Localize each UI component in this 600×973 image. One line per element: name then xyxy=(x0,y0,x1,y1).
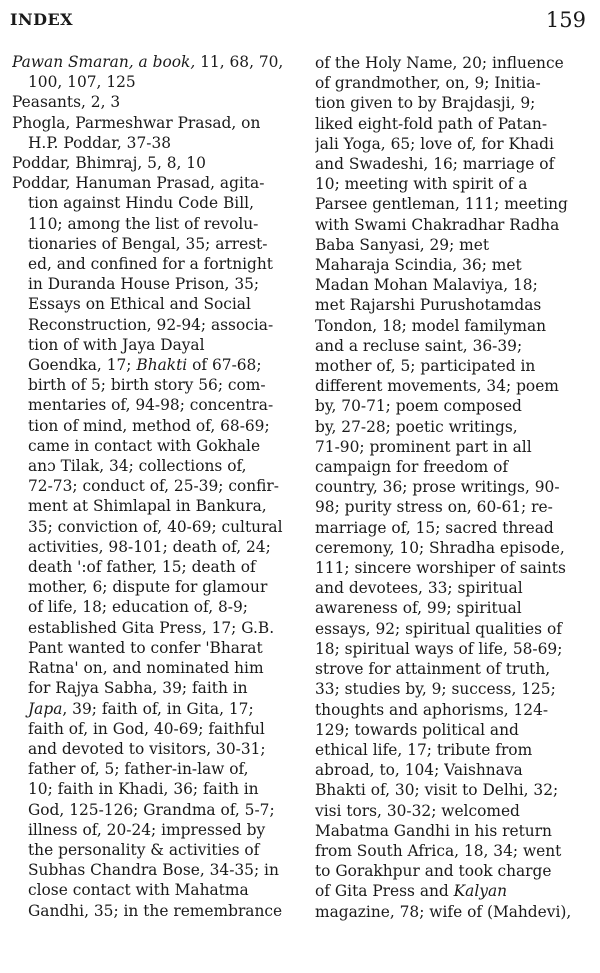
index-column-right xyxy=(315,53,592,922)
index-line: awareness of, 99; spiritual xyxy=(315,599,522,618)
page-header xyxy=(10,6,586,34)
index-line: anɔ Tilak, 34; collections of, xyxy=(28,457,247,476)
index-line: the personality & activities of xyxy=(28,840,260,859)
index-line: Baba Sanyasi, 29; met xyxy=(315,235,490,254)
index-line: in Duranda House Prison, 35; xyxy=(28,275,260,294)
index-line: 110; among the list of revolu- xyxy=(28,214,259,233)
index-line: God, 125-126; Grandma of, 5-7; xyxy=(28,800,275,819)
index-line: country, 36; prose writings, 90- xyxy=(315,478,560,497)
index-line: mother of, 5; participated in xyxy=(315,357,536,376)
index-line: Parsee gentleman, 111; meeting xyxy=(315,195,568,214)
index-line: thoughts and aphorisms, 124- xyxy=(315,700,549,719)
index-line: Poddar, Bhimraj, 5, 8, 10 xyxy=(12,154,206,173)
index-line: magazine, 78; wife of (Mahdevi), xyxy=(315,902,572,921)
index-line: ment at Shimlapal in Bankura, xyxy=(28,497,267,516)
index-line: Essays on Ethical and Social xyxy=(28,295,251,314)
index-line: came in contact with Gokhale xyxy=(28,436,261,455)
index-line: faith of, in God, 40-69; faithful xyxy=(28,719,265,738)
index-line: established Gita Press, 17; G.B. xyxy=(28,618,275,637)
index-line: of grandmother, on, 9; Initia- xyxy=(315,74,541,93)
index-line: and devotees, 33; spiritual xyxy=(315,579,523,598)
index-line: close contact with Mahatma xyxy=(28,881,249,900)
index-line: Mabatma Gandhi in his return xyxy=(315,821,552,840)
index-line: Goendka, 17; Bhakti of 67-68; xyxy=(28,356,262,375)
index-line: Peasants, 2, 3 xyxy=(12,93,121,112)
index-line: to Gorakhpur and took charge xyxy=(315,862,552,881)
index-line: Phogla, Parmeshwar Prasad, on xyxy=(12,113,261,132)
index-line: marriage of, 15; sacred thread xyxy=(315,518,554,537)
index-line: visi tors, 30-32; welcomed xyxy=(315,801,520,820)
index-line: with Swami Chakradhar Radha xyxy=(315,215,560,234)
index-line: 98; purity stress on, 60-61; re- xyxy=(315,498,553,517)
index-line: ethical life, 17; tribute from xyxy=(315,740,533,759)
index-line: Bhakti of, 30; visit to Delhi, 32; xyxy=(315,781,559,800)
index-line: essays, 92; spiritual qualities of xyxy=(315,619,562,638)
index-line: for Rajya Sabha, 39; faith in xyxy=(28,679,248,698)
index-line: tion of mind, method of, 68-69; xyxy=(28,416,270,435)
index-line: illness of, 20-24; impressed by xyxy=(28,820,266,839)
index-line: 35; conviction of, 40-69; cultural xyxy=(28,517,283,536)
index-line: Ratna' on, and nominated him xyxy=(28,659,264,678)
index-line: 10; meeting with spirit of a xyxy=(315,175,528,194)
index-line: and devoted to visitors, 30-31; xyxy=(28,739,266,758)
index-line: Subhas Chandra Bose, 34-35; in xyxy=(28,861,279,880)
running-head: INDEX xyxy=(10,10,74,29)
index-line: death ':of father, 15; death of xyxy=(28,558,256,577)
index-line: activities, 98-101; death of, 24; xyxy=(28,537,271,556)
page-number: 159 xyxy=(545,8,586,32)
index-line: and Swadeshi, 16; marriage of xyxy=(315,155,555,174)
index-line: strove for attainment of truth, xyxy=(315,660,551,679)
index-line: by, 70-71; poem composed xyxy=(315,397,522,416)
index-line: Pant wanted to confer 'Bharat xyxy=(28,638,263,657)
index-line: met Rajarshi Purushotamdas xyxy=(315,296,542,315)
index-line: campaign for freedom of xyxy=(315,458,509,477)
index-line: 72-73; conduct of, 25-39; confir- xyxy=(28,477,279,496)
index-line: by, 27-28; poetic writings, xyxy=(315,417,518,436)
index-line: Maharaja Scindia, 36; met xyxy=(315,256,522,275)
index-line: 33; studies by, 9; success, 125; xyxy=(315,680,556,699)
index-line: 71-90; prominent part in all xyxy=(315,437,532,456)
index-line: tionaries of Bengal, 35; arrest- xyxy=(28,234,268,253)
index-line: Japa, 39; faith of, in Gita, 17; xyxy=(28,699,254,718)
index-line: tion given to by Brajdasji, 9; xyxy=(315,94,536,113)
index-line: of the Holy Name, 20; influence xyxy=(315,54,564,72)
index-line: Reconstruction, 92-94; associa- xyxy=(28,315,274,334)
index-line: ceremony, 10; Shradha episode, xyxy=(315,538,565,557)
index-line: abroad, to, 104; Vaishnava xyxy=(315,761,523,780)
index-column-left xyxy=(12,52,297,921)
index-line: 100, 107, 125 xyxy=(28,73,136,92)
index-line: Gandhi, 35; in the remembrance xyxy=(28,901,283,920)
index-line: Poddar, Hanuman Prasad, agita- xyxy=(12,174,265,193)
index-line: and a recluse saint, 36-39; xyxy=(315,336,523,355)
index-line: of Gita Press and Kalyan xyxy=(315,882,508,901)
index-line: ed, and confined for a fortnight xyxy=(28,255,273,274)
index-line: tion against Hindu Code Bill, xyxy=(28,194,254,213)
index-line: Pawan Smaran, a book, 11, 68, 70, xyxy=(12,53,284,71)
index-line: mentaries of, 94-98; concentra- xyxy=(28,396,274,415)
index-line: different movements, 34; poem xyxy=(315,377,559,396)
index-line: 10; faith in Khadi, 36; faith in xyxy=(28,780,259,799)
index-line: 111; sincere worshiper of saints xyxy=(315,559,566,578)
index-line: H.P. Poddar, 37-38 xyxy=(28,133,172,152)
index-line: 18; spiritual ways of life, 58-69; xyxy=(315,639,563,658)
index-line: birth of 5; birth story 56; com- xyxy=(28,376,266,395)
index-line: mother, 6; dispute for glamour xyxy=(28,578,268,597)
index-line: Madan Mohan Malaviya, 18; xyxy=(315,276,538,295)
index-line: tion of with Jaya Dayal xyxy=(28,335,205,354)
index-line: liked eight-fold path of Patan- xyxy=(315,114,548,133)
index-line: of life, 18; education of, 8-9; xyxy=(28,598,248,617)
index-line: 129; towards political and xyxy=(315,720,519,739)
index-line: jali Yoga, 65; love of, for Khadi xyxy=(315,134,554,153)
index-line: father of, 5; father-in-law of, xyxy=(28,760,249,779)
index-line: from South Africa, 18, 34; went xyxy=(315,841,562,860)
index-line: Tondon, 18; model familyman xyxy=(315,316,547,335)
